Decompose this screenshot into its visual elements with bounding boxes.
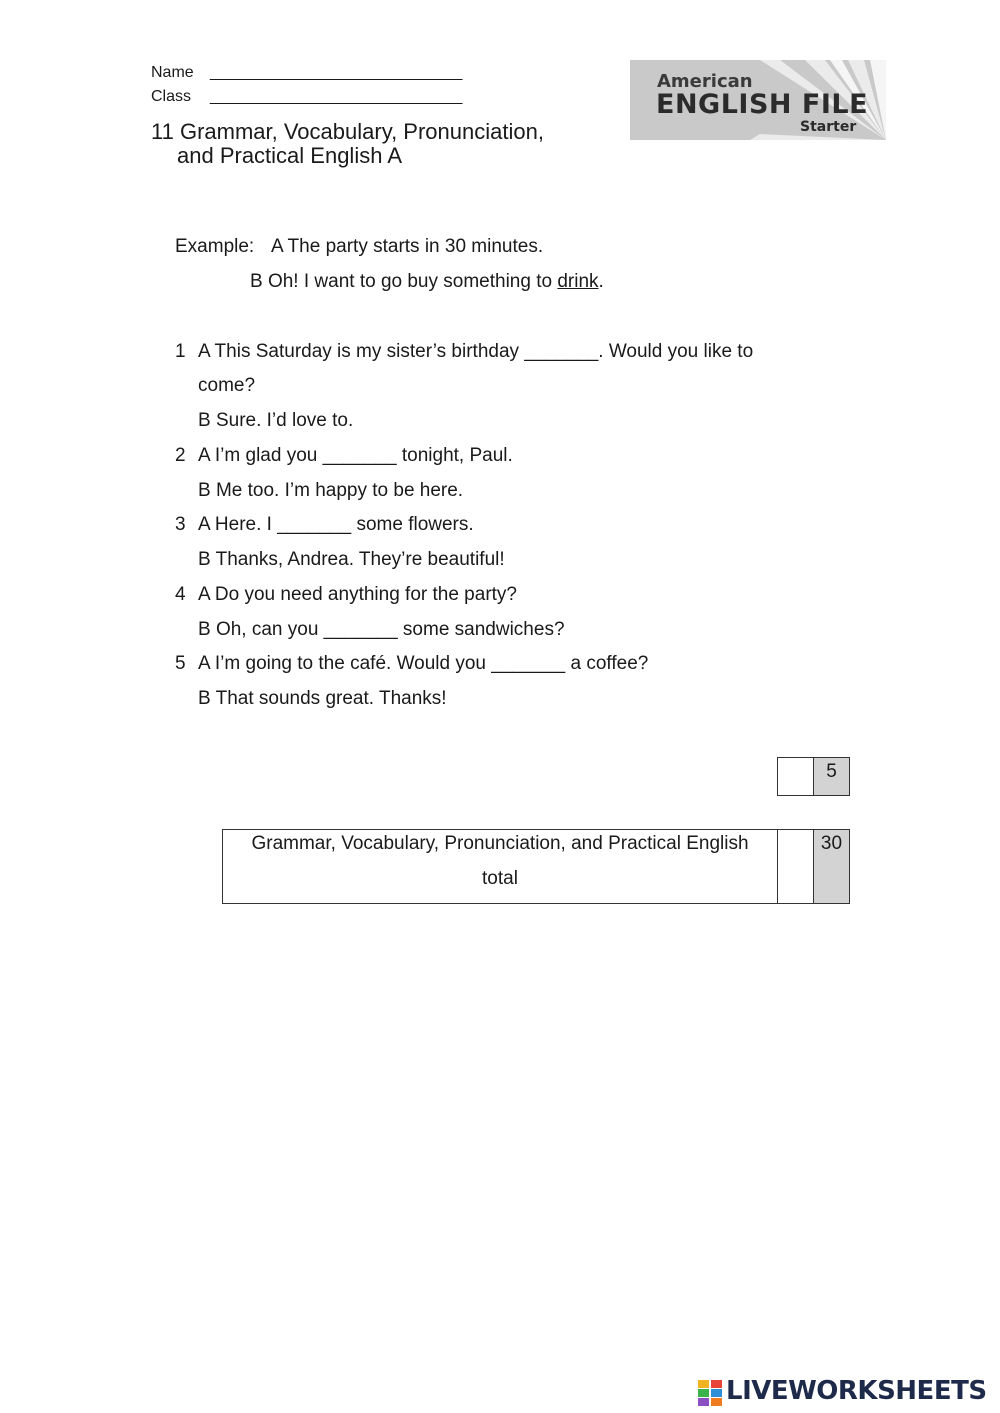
- question-number-1: 1: [175, 341, 186, 362]
- page-title-line2: and Practical English A: [177, 143, 403, 168]
- name-line[interactable]: ______________________________: [210, 64, 462, 81]
- question-number-2: 2: [175, 445, 186, 466]
- logo-text-starter: Starter: [800, 119, 857, 135]
- question-3-line-a[interactable]: A Here. I _______ some flowers.: [198, 514, 474, 535]
- question-5-line-b: B That sounds great. Thanks!: [198, 688, 447, 709]
- question-1-line-a[interactable]: A This Saturday is my sister’s birthday _______. Would you like to: [198, 341, 754, 362]
- question-4-line-a: A Do you need anything for the party?: [198, 584, 517, 605]
- section-score-max: 5: [826, 761, 837, 782]
- example-answer: drink: [557, 271, 599, 292]
- logo-text-american: American: [657, 71, 753, 92]
- question-2-line-a[interactable]: A I’m glad you _______ tonight, Paul.: [198, 445, 513, 466]
- question-2-line-b: B Me too. I’m happy to be here.: [198, 480, 464, 501]
- question-number-3: 3: [175, 514, 186, 535]
- total-label-cell: [222, 829, 778, 904]
- liveworksheets-wordmark: LIVEWORKSHEETS: [726, 1376, 987, 1406]
- liveworksheets-logo-icon: [698, 1380, 722, 1406]
- page-title-line1: 11 Grammar, Vocabulary, Pronunciation,: [151, 119, 544, 144]
- class-label: Class: [151, 88, 192, 105]
- question-number-4: 4: [175, 584, 186, 605]
- question-3-line-b: B Thanks, Andrea. They’re beautiful!: [198, 549, 505, 570]
- total-score-max-box: [813, 829, 850, 904]
- example-line-b: [250, 271, 604, 293]
- example-b-text: B Oh! I want to go buy something to: [250, 271, 558, 292]
- total-label-line1: Grammar, Vocabulary, Pronunciation, and Practical English: [251, 833, 749, 854]
- total-score-max: 30: [820, 833, 843, 854]
- example-b-post: .: [598, 271, 604, 292]
- american-english-file-logo: [630, 60, 886, 140]
- total-score-input[interactable]: [777, 829, 814, 904]
- logo-text-english-file: ENGLISH FILE: [656, 89, 869, 120]
- example-label: Example:: [175, 236, 255, 257]
- logo-rays-graphic: [630, 60, 886, 140]
- question-5-line-a[interactable]: A I’m going to the café. Would you _______ a coffee?: [198, 653, 649, 674]
- question-1-line-b: B Sure. I’d love to.: [198, 410, 354, 431]
- section-score-max-box: [813, 757, 850, 796]
- question-4-line-b[interactable]: B Oh, can you _______ some sandwiches?: [198, 619, 565, 640]
- question-1-line-a-cont: come?: [198, 375, 256, 396]
- class-line[interactable]: ______________________________: [210, 88, 462, 105]
- name-label: Name: [151, 64, 194, 81]
- section-score-input[interactable]: [777, 757, 814, 796]
- example-line-a: A The party starts in 30 minutes.: [271, 236, 544, 257]
- total-label-line2: total: [482, 868, 518, 889]
- question-number-5: 5: [175, 653, 186, 674]
